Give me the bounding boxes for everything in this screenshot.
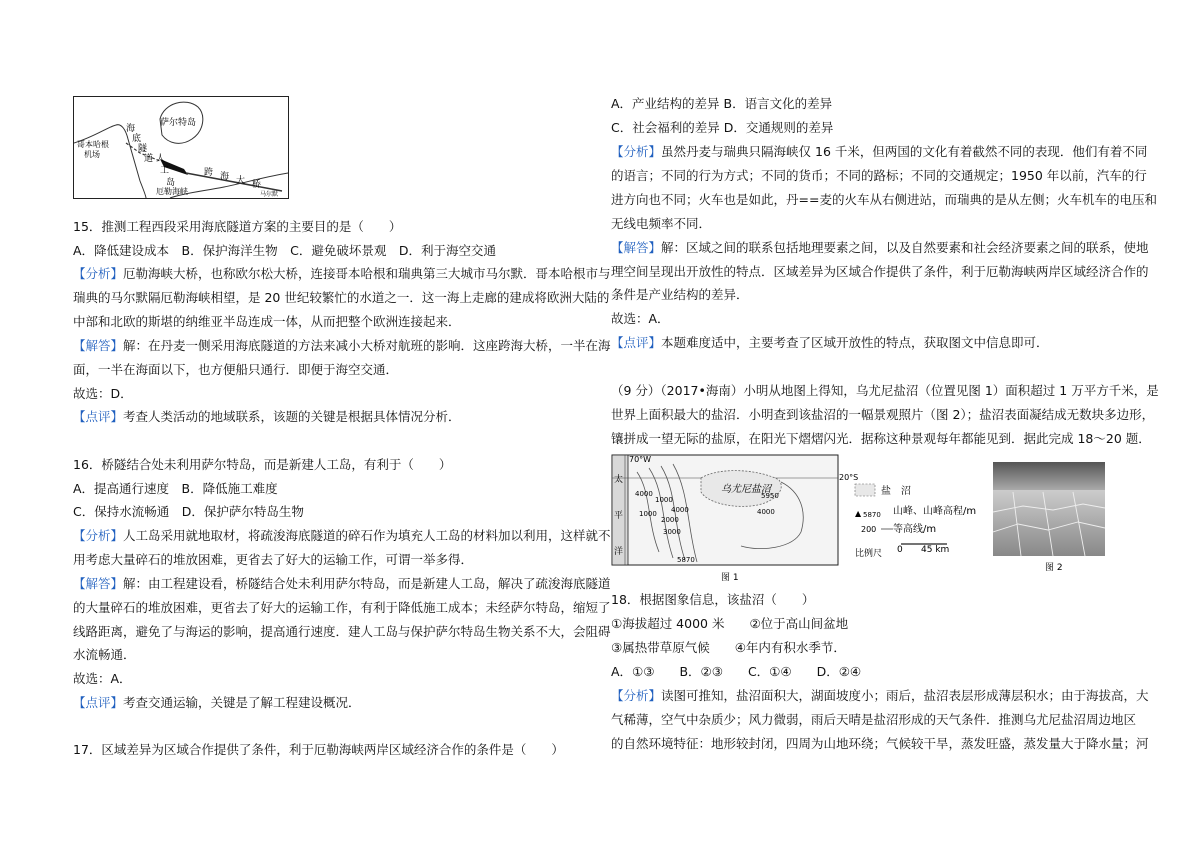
q15-options: A．降低建设成本 B．保护海洋生物 C．避免破坏景观 D．利于海空交通 (73, 243, 496, 258)
q18-analysis-line-1 (611, 688, 1149, 704)
comment-text: 本题难度适中，主要考查了区域开放性的特点，获取图文中信息即可． (661, 335, 1049, 350)
lon-label: 70°W (629, 455, 652, 464)
answer-tag: 【解答】 (73, 338, 124, 353)
map-label-tunnel-2: 底 (132, 134, 142, 144)
answer-tag: 【解答】 (73, 576, 124, 591)
q17-analysis-line-1 (611, 144, 1147, 160)
contour-label-1: 4000 (635, 490, 653, 498)
q18-statement-1: ①海拔超过 4000 米 ②位于高山间盆地 (611, 616, 849, 631)
legend-contour-value: 200 (861, 525, 877, 534)
q16-stem: 16．桥隧结合处未利用萨尔特岛，而是新建人工岛，有利于（ ） (73, 457, 452, 472)
intro-line-3: 镶拼成一望无际的盐原，在阳光下熠熠闪光．据称这种景观每年都能见到．据此完成 18～20 题． (611, 431, 1151, 446)
intro-line-1: （9 分）（2017•海南）小明从地图上得知，乌尤尼盐沼（位置见图 1）面积超过 1 万平方千米，是 (611, 383, 1159, 398)
q15-analysis-line-2: 瑞典的马尔默隔厄勒海峡相望，是 20 世纪较繁忙的水道之一．这一海上走廊的建成将欧洲大陆的 (73, 290, 610, 305)
q17-answer-line-2: 理空间呈现出开放性的特点．区域差异为区域合作提供了条件，利于厄勒海峡两岸区域经济合作的 (611, 264, 1149, 279)
photo-salt-crust (993, 490, 1105, 556)
map-label-airport: 机场 (84, 150, 100, 159)
q17-answer-line-1 (611, 240, 1149, 256)
comment-tag: 【点评】 (73, 409, 124, 424)
lat-label: 20°S (839, 473, 859, 482)
legend-salt-swatch (855, 484, 875, 496)
legend-peak-label: 山峰、山峰高程/m (893, 506, 977, 517)
q17-stem: 17．区域差异为区域合作提供了条件，利于厄勒海峡两岸区域经济合作的条件是（ ） (73, 742, 564, 757)
q16-answer-line-3: 线路距离，避免了与海运的影响，提高通行速度．建人工岛与保护萨尔特岛生物关系不大，会阻碍 (73, 624, 611, 639)
q15-answer-line-2: 面，一半在海面以下，也方便船只通行．即便于海空交通． (73, 362, 399, 377)
analysis-tag: 【分析】 (611, 688, 662, 703)
q18-statement-2: ③属热带草原气候 ④年内有积水季节． (611, 640, 846, 655)
map-label-tunnel-4: 道 (144, 154, 154, 164)
legend-peak-symbol: ▲ (855, 509, 862, 518)
ocean-label-3: 洋 (614, 547, 624, 557)
bridge-line (186, 173, 282, 191)
legend-peak-value: 5870 (863, 511, 881, 519)
scale-km: 45 km (921, 545, 950, 555)
q16-answer-line-2: 的大量碎石的堆放困难，更省去了好大的运输工作，有利于降低施工成本；未经萨尔特岛，缩短了 (73, 600, 611, 615)
q15-choice: 故选：D． (73, 386, 133, 401)
oresund-map (73, 96, 289, 199)
q16-options-2: C．保持水流畅通 D．保护萨尔特岛生物 (73, 504, 304, 519)
contour-label-5: 3000 (663, 528, 681, 536)
q15-analysis-line-1 (73, 266, 611, 282)
q18-analysis-line-3: 的自然环境特征：地形较封闭，四周为山地环绕；气候较干旱，蒸发旺盛，蒸发量大于降水量；河 (611, 736, 1149, 751)
q17-answer-line-3: 条件是产业结构的差异． (611, 287, 749, 302)
lake-label: 乌尤尼盐沼 (721, 484, 771, 495)
map-label-strait: 厄勒海峡 (156, 187, 188, 196)
q18-options: A．①③ B．②③ C．①④ D．②④ (611, 664, 862, 679)
legend-contour-label: 等高线/m (893, 524, 937, 535)
uyuni-photo-figure (993, 462, 1109, 574)
fig1-caption: 图 1 (721, 573, 739, 583)
q16-comment (73, 695, 361, 711)
contour-label-7: 4000 (757, 508, 775, 516)
contour-label-2: 1000 (655, 496, 673, 504)
q15-comment (73, 409, 461, 425)
analysis-tag: 【分析】 (73, 528, 124, 543)
q17-analysis-line-4: 无线电频率不同． (611, 216, 712, 231)
q15-stem: 15．推测工程西段采用海底隧道方案的主要目的是（ ） (73, 219, 402, 234)
q15-analysis-line-3: 中部和北欧的斯堪的纳维亚半岛连成一体，从而把整个欧洲连接起来． (73, 314, 461, 329)
q16-analysis-line-1 (73, 528, 611, 544)
map-label-island-1: 人 (156, 154, 166, 164)
analysis-tag: 【分析】 (611, 144, 662, 159)
q16-options-1: A．提高通行速度 B．降低施工难度 (73, 481, 278, 496)
q17-options-2: C．社会福利的差异 D．交通规则的差异 (611, 120, 834, 135)
analysis-text: 厄勒海峡大桥，也称欧尔松大桥，连接哥本哈根和瑞典第三大城市马尔默．哥本哈根市与 (123, 266, 611, 281)
uyuni-map-figure (611, 452, 991, 584)
scale-zero: 0 (897, 545, 903, 555)
map-label-saltholm: 萨尔特岛 (160, 118, 197, 128)
peak-label-1: 5950 (761, 492, 779, 500)
q16-analysis-line-2: 用考虑大量碎石的堆放困难，更省去了好大的运输工作，可谓一举多得． (73, 552, 474, 567)
q17-options-1: A．产业结构的差异 B．语言文化的差异 (611, 96, 833, 111)
fig2-caption: 图 2 (1045, 563, 1063, 573)
q17-analysis-line-3: 进方向也不同；火车也是如此，丹==麦的火车从右侧进站，而瑞典的是从左侧；火车机车的电压和 (611, 192, 1157, 207)
comment-tag: 【点评】 (73, 695, 124, 710)
answer-tag: 【解答】 (611, 240, 662, 255)
q18-analysis-line-2: 气稀薄，空气中杂质少；风力微弱，雨后天晴是盐沼形成的天气条件．推测乌尤尼盐沼周边地区 (611, 712, 1137, 727)
map-label-copenhagen: 哥本哈根 (77, 140, 109, 149)
photo-sky (993, 462, 1105, 490)
contour-label-6: 1000 (639, 510, 657, 518)
legend-salt-label: 盐 沼 (881, 486, 911, 497)
analysis-text: 人工岛采用就地取材，将疏浚海底隧道的碎石作为填充人工岛的材料加以利用，这样就不 (123, 528, 611, 543)
contour-label-4: 2000 (661, 516, 679, 524)
q17-analysis-line-2: 的语言；不同的行为方式；不同的货币；不同的路标；不同的交通规定；1950 年以前，汽车的行 (611, 168, 1147, 183)
q17-choice: 故选：A． (611, 311, 670, 326)
answer-text: 解：由工程建设看，桥隧结合处未利用萨尔特岛，而是新建人工岛，解决了疏浚海底隧道 (123, 576, 611, 591)
comment-text: 考查交通运输，关键是了解工程建设概况． (123, 695, 361, 710)
q16-answer-line-4: 水流畅通． (73, 647, 136, 662)
map-label-island-3: 岛 (166, 178, 176, 188)
q15-answer-line-1 (73, 338, 611, 354)
map-label-island-2: 工 (160, 166, 170, 176)
map-label-bridge-2: 海 (220, 172, 230, 182)
map-label-malmo: 马尔默 (260, 191, 279, 198)
analysis-text: 读图可推知，盐沼面积大，湖面坡度小；雨后，盐沼表层形成薄层积水；由于海拔高，大 (661, 688, 1149, 703)
q18-stem: 18．根据图象信息，该盐沼（ ） (611, 592, 815, 607)
map-label-bridge-1: 跨 (204, 168, 214, 178)
q16-answer-line-1 (73, 576, 611, 592)
ocean-label-2: 平 (614, 511, 624, 521)
analysis-text: 虽然丹麦与瑞典只隔海峡仅 16 千米，但两国的文化有着截然不同的表现．他们有着不同 (661, 144, 1148, 159)
intro-line-2: 世界上面积最大的盐沼．小明查到该盐沼的一幅景观照片（图 2）；盐沼表面凝结成无数块多边形， (611, 407, 1155, 422)
ocean-label-1: 太 (614, 475, 624, 485)
answer-text: 解：在丹麦一侧采用海底隧道的方法来减小大桥对航班的影响．这座跨海大桥，一半在海 (123, 338, 611, 353)
comment-text: 考查人类活动的地域联系，该题的关键是根据具体情况分析． (123, 409, 461, 424)
analysis-tag: 【分析】 (73, 266, 124, 281)
map-label-bridge-3: 大 (236, 176, 246, 186)
map-label-tunnel-3: 隧 (138, 144, 148, 154)
q16-choice: 故选：A． (73, 671, 132, 686)
oresund-map-svg (74, 97, 288, 198)
comment-tag: 【点评】 (611, 335, 662, 350)
contour-label-3: 4000 (671, 506, 689, 514)
peak-label-2: 5870 (677, 556, 695, 564)
answer-text: 解：区域之间的联系包括地理要素之间，以及自然要素和社会经济要素之间的联系，使地 (661, 240, 1149, 255)
q17-comment (611, 335, 1049, 351)
scale-label: 比例尺 (855, 549, 883, 559)
map-label-bridge-4: 桥 (252, 180, 262, 190)
map-label-tunnel-1: 海 (126, 124, 136, 134)
